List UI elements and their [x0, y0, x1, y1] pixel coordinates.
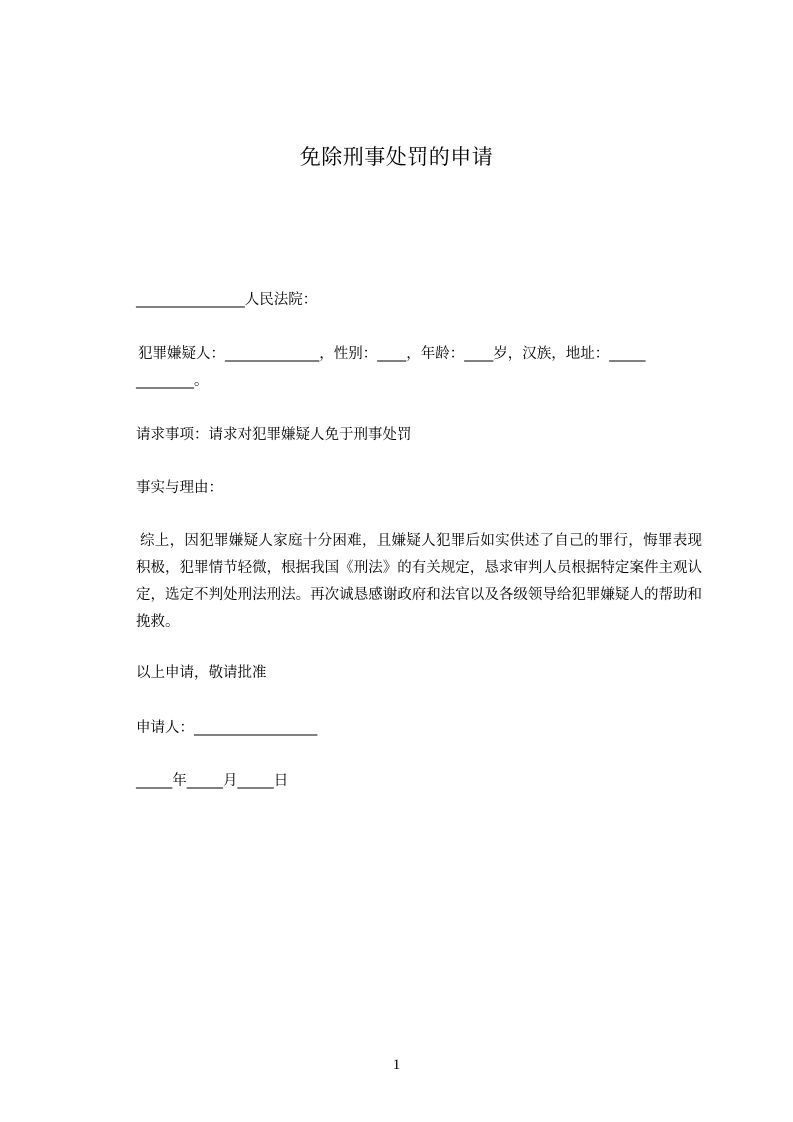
document-title: 免除刑事处罚的申请 — [299, 145, 494, 169]
suspect-info-line-continued: ________。 — [136, 373, 209, 389]
applicant-signature-line: 申请人：_________________ — [136, 720, 318, 736]
facts-heading: 事实与理由： — [136, 480, 223, 496]
request-items-line: 请求事项：请求对犯罪嫌疑人免于刑事处罚 — [136, 427, 412, 443]
date-line: _____年_____月_____日 — [136, 773, 289, 789]
court-address-line: _______________人民法院： — [136, 292, 318, 308]
page-number: 1 — [392, 1057, 401, 1073]
summary-paragraph: 综上，因犯罪嫌疑人家庭十分困难，且嫌疑人犯罪后如实供述了自己的罪行，悔罪表现积极，犯罪情节轻微，根据我国《刑法》的有关规定，恳求审判人员根据特定案件主观认定，选定不判处刑法刑法。再次诚恳感谢政府和法官以及各级领导给犯罪嫌疑人的帮助和挽救。 — [136, 533, 702, 630]
suspect-info-line: 犯罪嫌疑人：_____________，性别：____，年龄：____岁，汉族，地址：_____ — [138, 346, 646, 362]
closing-request-line: 以上申请，敬请批准 — [136, 665, 267, 681]
